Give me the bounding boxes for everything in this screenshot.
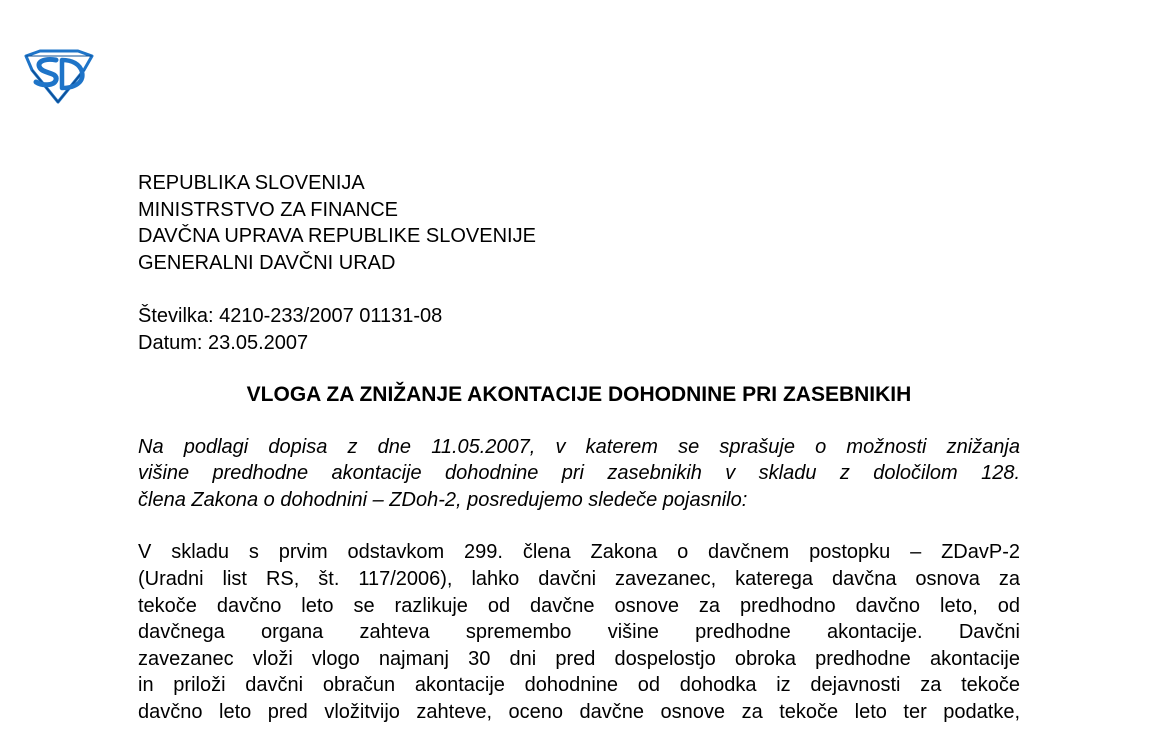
header-block <box>138 170 1020 276</box>
body-line: V skladu s prvim odstavkom 299. člena Zakona o davčnem postopku – ZDavP-2 <box>138 541 1020 564</box>
intro-line: člena Zakona o dohodnini – ZDoh-2, posredujemo sledeče pojasnilo: <box>138 488 748 511</box>
header-line-general-office: GENERALNI DAVČNI URAD <box>138 251 396 274</box>
header-line-ministry: MINISTRSTVO ZA FINANCE <box>138 198 399 221</box>
header-line-republic: REPUBLIKA SLOVENIJA <box>138 172 365 194</box>
body-line: in priloži davčni obračun akontacije dohodnine od dohodka iz dejavnosti za tekoče <box>138 674 1020 697</box>
logo-icon <box>22 48 96 104</box>
body-line: davčnega organa zahteva spremembo višine predhodne akontacije. Davčni <box>138 621 1020 644</box>
intro-paragraph <box>138 434 1020 514</box>
meta-block <box>138 303 1020 356</box>
page-title: VLOGA ZA ZNIŽANJE AKONTACIJE DOHODNINE PRI ZASEBNIKIH <box>246 382 912 406</box>
body-line: davčno leto pred vložitvijo zahteve, oceno davčne osnove za tekoče leto ter podatke, <box>138 700 1020 723</box>
body-line: (Uradni list RS, št. 117/2006), lahko davčni zavezanec, katerega davčna osnova za <box>138 567 1020 590</box>
intro-line: Na podlagi dopisa z dne 11.05.2007, v katerem se sprašuje o možnosti znižanja <box>138 435 1020 458</box>
document-date: Datum: 23.05.2007 <box>138 331 309 354</box>
body-line: tekoče davčno leto se razlikuje od davčne osnove za predhodno davčno leto, od <box>138 594 1020 617</box>
body-line: zavezanec vloži vlogo najmanj 30 dni pred dospelostjo obroka predhodne akontacije <box>138 647 1020 670</box>
document-number: Številka: 4210-233/2007 01131-08 <box>138 305 443 328</box>
intro-line: višine predhodne akontacije dohodnine pri zasebnikih v skladu z določilom 128. <box>138 462 1020 485</box>
header-line-tax-administration: DAVČNA UPRAVA REPUBLIKE SLOVENIJE <box>138 225 536 248</box>
body-paragraph <box>138 539 1020 725</box>
letter-content <box>138 170 1020 726</box>
